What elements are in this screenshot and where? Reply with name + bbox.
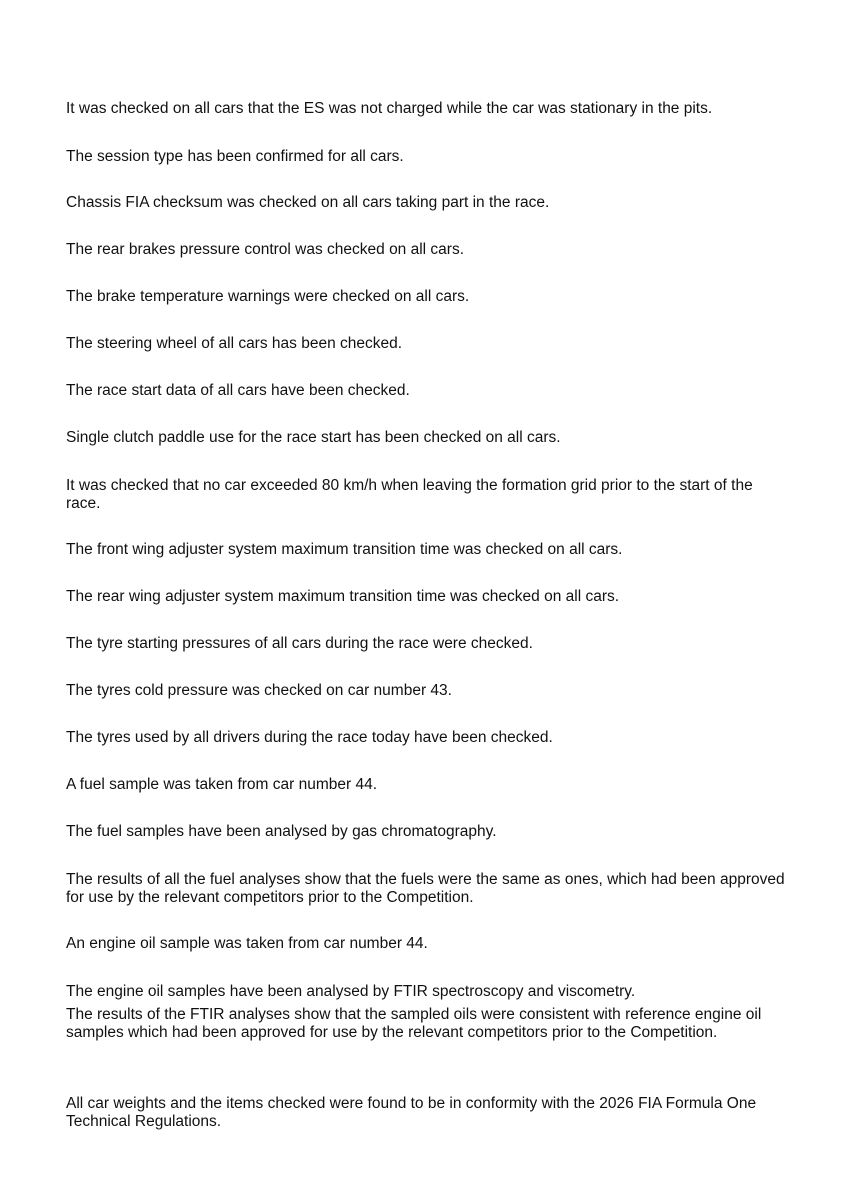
paragraph-rear-brakes: The rear brakes pressure control was checked on all cars. xyxy=(66,241,465,258)
paragraph-front-wing-adjuster: The front wing adjuster system maximum transition time was checked on all cars. xyxy=(66,541,623,558)
paragraph-formation-grid-speed: It was checked that no car exceeded 80 km/h when leaving the formation grid prior to the start of the race. xyxy=(66,477,753,512)
paragraph-session-type: The session type has been confirmed for all cars. xyxy=(66,148,404,165)
paragraph-oil-ftir: The engine oil samples have been analysed by FTIR spectroscopy and viscometry. xyxy=(66,983,636,1000)
paragraph-oil-sample: An engine oil sample was taken from car number 44. xyxy=(66,935,428,952)
paragraph-es-charging: It was checked on all cars that the ES was not charged while the car was stationary in the pits. xyxy=(66,100,713,117)
paragraph-brake-temperature: The brake temperature warnings were checked on all cars. xyxy=(66,288,470,305)
paragraph-conformity-statement: All car weights and the items checked were found to be in conformity with the 2026 FIA Formula One Technical Regulations. xyxy=(66,1095,757,1130)
paragraph-rear-wing-adjuster: The rear wing adjuster system maximum transition time was checked on all cars. xyxy=(66,588,620,605)
paragraph-steering-wheel: The steering wheel of all cars has been checked. xyxy=(66,335,403,352)
paragraph-race-start-data: The race start data of all cars have been checked. xyxy=(66,382,410,399)
paragraph-tyre-starting-pressures: The tyre starting pressures of all cars during the race were checked. xyxy=(66,635,533,652)
paragraph-fuel-results: The results of all the fuel analyses show that the fuels were the same as ones, which had been approved for use by the relevant competitors prior to the Competition. xyxy=(66,871,785,906)
paragraph-tyres-cold-pressure: The tyres cold pressure was checked on car number 43. xyxy=(66,682,452,699)
paragraph-fuel-chromatography: The fuel samples have been analysed by gas chromatography. xyxy=(66,823,497,840)
paragraph-chassis-checksum: Chassis FIA checksum was checked on all cars taking part in the race. xyxy=(66,194,550,211)
paragraph-clutch-paddle: Single clutch paddle use for the race start has been checked on all cars. xyxy=(66,429,561,446)
paragraph-ftir-results: The results of the FTIR analyses show that the sampled oils were consistent with reference engine oil samples which had been approved for use by the relevant competitors prior to the Competition. xyxy=(66,1006,762,1041)
paragraph-tyres-used: The tyres used by all drivers during the race today have been checked. xyxy=(66,729,553,746)
paragraph-fuel-sample: A fuel sample was taken from car number 44. xyxy=(66,776,378,793)
